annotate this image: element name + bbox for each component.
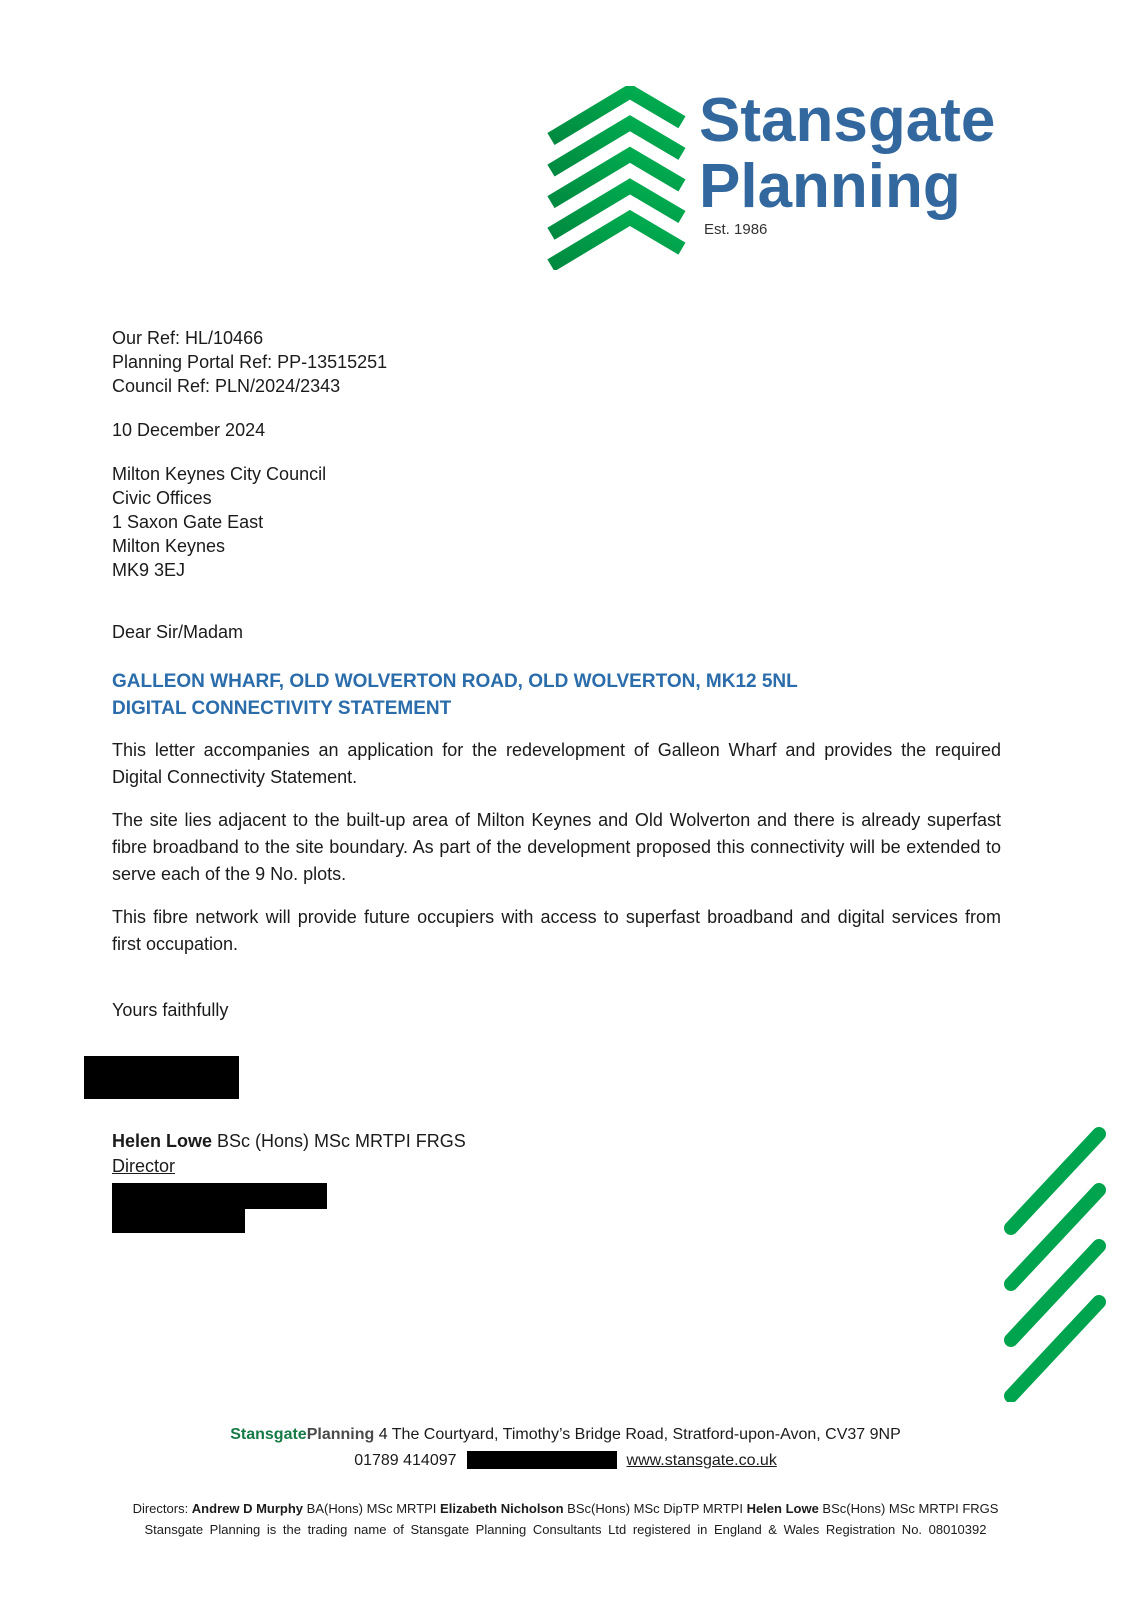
subject-heading bbox=[112, 668, 1001, 722]
closing: Yours faithfully bbox=[112, 1000, 229, 1020]
letter-date: 10 December 2024 bbox=[112, 420, 266, 440]
director-name: Andrew D Murphy bbox=[191, 1501, 304, 1516]
footer-contact-redaction bbox=[467, 1451, 617, 1469]
contact-redaction-top bbox=[112, 1183, 327, 1209]
council-ref: Council Ref: PLN/2024/2343 bbox=[112, 376, 341, 396]
registration-line: Stansgate Planning is the trading name of Stansgate Planning Consultants Ltd registered in England & Wales Registration No. 08010392 bbox=[144, 1522, 987, 1537]
footer-brand-stansgate: Stansgate bbox=[230, 1426, 307, 1443]
recipient-line: Milton Keynes bbox=[112, 536, 226, 556]
footer-address: 4 The Courtyard, Timothy’s Bridge Road, Stratford-upon-Avon, CV37 9NP bbox=[374, 1426, 901, 1443]
director-name: Helen Lowe bbox=[746, 1501, 819, 1516]
director-name: Elizabeth Nicholson bbox=[440, 1501, 564, 1516]
footer-address-line bbox=[0, 1424, 1131, 1446]
our-ref: Our Ref: HL/10466 bbox=[112, 328, 264, 348]
signatory-qualifications: BSc (Hons) MSc MRTPI FRGS bbox=[212, 1131, 466, 1151]
body-paragraph: This letter accompanies an application for the redevelopment of Galleon Wharf and provides the required Digital Connectivity Statement. bbox=[112, 740, 1001, 787]
reference-block bbox=[112, 326, 1001, 398]
body-paragraph: The site lies adjacent to the built-up area of Milton Keynes and Old Wolverton and there is already superfast fibre broadband to the site boundary. As part of the development proposed this connectivity will be extended to serve each of the 9 No. plots. bbox=[112, 810, 1001, 884]
footer-contact-line bbox=[0, 1449, 1131, 1473]
contact-redaction-bottom bbox=[112, 1209, 245, 1233]
signatory-title-line bbox=[112, 1154, 1001, 1179]
corner-stripes-icon bbox=[1003, 1122, 1107, 1402]
body-paragraph: This fibre network will provide future occupiers with access to superfast broadband and digital services from first occupation. bbox=[112, 907, 1001, 954]
logo-chevrons-icon bbox=[542, 86, 690, 270]
footer-phone: 01789 414097 bbox=[354, 1452, 457, 1469]
logo-word-stansgate: Stansgate bbox=[699, 86, 996, 155]
subject-line-2: DIGITAL CONNECTIVITY STATEMENT bbox=[112, 698, 452, 719]
logo-est-label: Est. 1986 bbox=[704, 221, 768, 238]
footer bbox=[0, 1424, 1131, 1538]
signature-redaction bbox=[84, 1056, 239, 1099]
recipient-line: MK9 3EJ bbox=[112, 560, 186, 580]
logo-text bbox=[699, 88, 995, 238]
directors-label: Directors: bbox=[132, 1501, 192, 1516]
footer-website-link[interactable]: www.stansgate.co.uk bbox=[626, 1452, 777, 1469]
recipient-line: 1 Saxon Gate East bbox=[112, 512, 264, 532]
recipient-line: Milton Keynes City Council bbox=[112, 464, 327, 484]
recipient-line: Civic Offices bbox=[112, 488, 212, 508]
recipient-address bbox=[112, 462, 1001, 582]
director-qualifications: BA(Hons) MSc MRTPI bbox=[303, 1501, 441, 1516]
director-qualifications: BSc(Hons) MSc DipTP MRTPI bbox=[563, 1501, 747, 1516]
salutation: Dear Sir/Madam bbox=[112, 622, 244, 642]
signatory-line bbox=[112, 1129, 1001, 1154]
footer-brand-planning: Planning bbox=[306, 1426, 375, 1443]
signatory-name: Helen Lowe bbox=[112, 1131, 213, 1151]
subject-line-1: GALLEON WHARF, OLD WOLVERTON ROAD, OLD WOLVERTON, MK12 5NL bbox=[112, 671, 798, 692]
logo-word-planning: Planning bbox=[699, 152, 961, 221]
director-qualifications: BSc(Hons) MSc MRTPI FRGS bbox=[818, 1501, 999, 1516]
signatory-title: Director bbox=[112, 1156, 176, 1176]
planning-portal-ref: Planning Portal Ref: PP-13515251 bbox=[112, 352, 388, 372]
directors-line bbox=[0, 1500, 1131, 1517]
letter-content bbox=[112, 326, 1001, 1233]
